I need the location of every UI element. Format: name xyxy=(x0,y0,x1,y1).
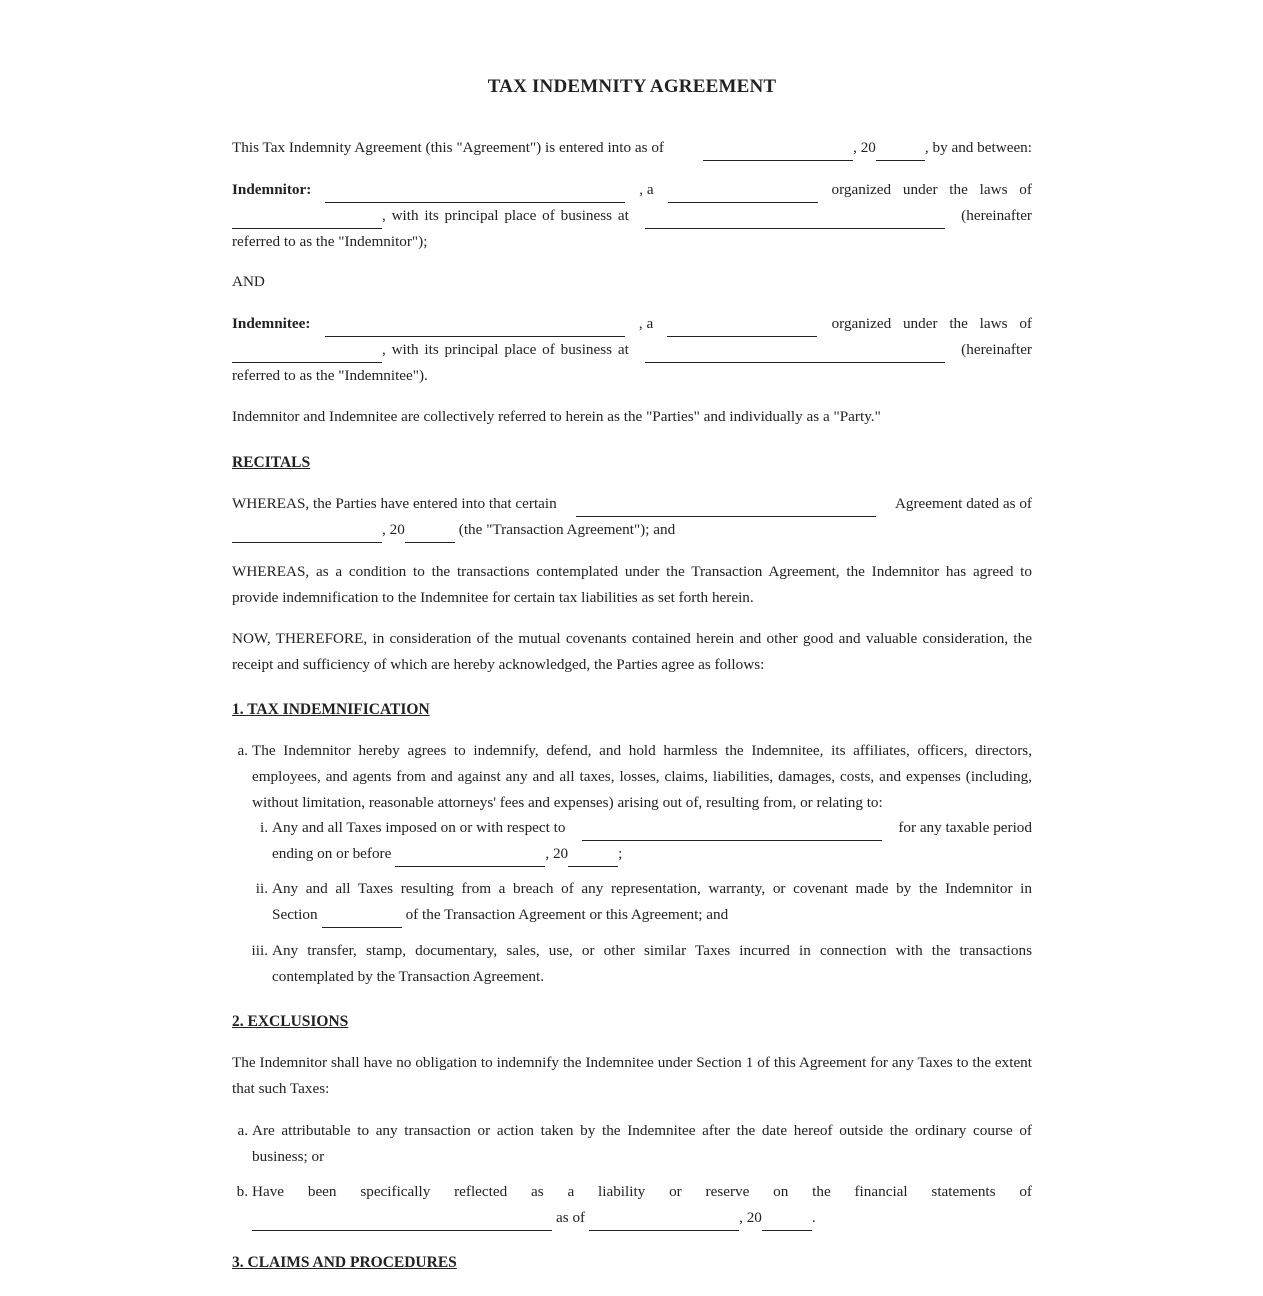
period-end-year-blank[interactable] xyxy=(568,851,618,867)
indemnitee-address-blank[interactable] xyxy=(645,347,945,363)
item-a-text: The Indemnitor hereby agrees to indemnify, defend, and hold harmless the Indemnitee, its affiliates, officers, directors, employees, and agents from and against any and all taxes, losses, claims, liabilities, damages, costs, and expenses (including, without limitation, reasonable attorneys' fees and expenses) arising out of, resulting from, or relating to: xyxy=(252,742,1032,811)
and-text: AND xyxy=(232,273,265,290)
indemnitor-entity-type-blank[interactable] xyxy=(668,187,818,203)
indemnitee-jurisdiction-blank[interactable] xyxy=(232,347,382,363)
transaction-year-blank[interactable] xyxy=(405,527,455,543)
indemnitor-laws-text: organized under the laws of xyxy=(831,181,1032,198)
item-i-year-prefix: , 20 xyxy=(545,844,569,862)
indemnitee-a: , a xyxy=(638,315,654,332)
item-i-semicolon: ; xyxy=(618,844,623,862)
section-1-item-i xyxy=(232,815,1032,867)
exclusion-b-text: Have been specifically reflected as a liability or reserve on the financial statements of xyxy=(252,1183,1032,1200)
year-blank[interactable] xyxy=(876,145,925,161)
indemnitee-laws-text: organized under the laws of xyxy=(831,315,1032,332)
indemnitor-name-blank[interactable] xyxy=(325,187,625,203)
now-therefore: NOW, THEREFORE, in consideration of the mutual covenants contained herein and other good and valuable consideration, the receipt and sufficiency of which are hereby acknowledged, the Parties agree as follows: xyxy=(232,630,1032,673)
indemnitee-place-text: , with its principal place of business at xyxy=(382,340,629,358)
statement-year-blank[interactable] xyxy=(762,1215,812,1231)
section-2-intro: The Indemnitor shall have no obligation to indemnify the Indemnitee under Section 1 of this Agreement for any Taxes to the extent that such Taxes: xyxy=(232,1054,1032,1097)
indemnitor-a: , a xyxy=(639,181,654,198)
indemnitee-hereinafter: (hereinafter xyxy=(961,340,1032,358)
item-a-marker: a. xyxy=(237,742,248,759)
statement-date-blank[interactable] xyxy=(589,1215,739,1231)
item-ii-text: Any and all Taxes resulting from a breach of any representation, warranty, or covenant made by the Indemnitor in xyxy=(272,880,1032,897)
indemnitee-referred-text: referred to as the "Indemnitee"). xyxy=(232,366,428,384)
item-i-text: Any and all Taxes imposed on or with respect to xyxy=(272,819,566,836)
item-iii-marker: iii. xyxy=(251,942,268,959)
whereas-2: WHEREAS, as a condition to the transactions contemplated under the Transaction Agreement, the Indemnitor has agreed to provide indemnification to the Indemnitee for certain tax liabilities as set forth herein. xyxy=(232,563,1032,606)
parties-paragraph: Indemnitor and Indemnitee are collectively referred to herein as the "Parties" and individually as a "Party." xyxy=(232,408,881,425)
section-1-item-a xyxy=(232,738,1032,815)
indemnitee-label: Indemnitee: xyxy=(232,315,311,332)
indemnitee-entity-type-blank[interactable] xyxy=(667,321,817,337)
whereas-1-tail: (the "Transaction Agreement"); and xyxy=(458,520,676,538)
intro-text: This Tax Indemnity Agreement (this "Agreement") is entered into as of xyxy=(232,139,664,156)
item-ii-tail: of the Transaction Agreement or this Agreement; and xyxy=(405,905,729,923)
agreement-name-blank[interactable] xyxy=(576,501,876,517)
indemnitee-name-blank[interactable] xyxy=(325,321,625,337)
item-i-ending: ending on or before xyxy=(272,844,392,862)
whereas-1-text: WHEREAS, the Parties have entered into that certain xyxy=(232,495,557,512)
date-blank[interactable] xyxy=(703,145,853,161)
exclusion-a-text: Are attributable to any transaction or action taken by the Indemnitee after the date hereof outside the ordinary course of business; or xyxy=(252,1122,1032,1165)
indemnitor-label: Indemnitor: xyxy=(232,181,312,198)
recitals-heading: RECITALS xyxy=(232,454,311,471)
whereas-1 xyxy=(232,491,1032,543)
exclusion-a-marker: a. xyxy=(237,1122,248,1139)
exclusion-b-as-of: as of xyxy=(556,1208,586,1226)
section-number-blank[interactable] xyxy=(322,912,402,928)
item-i-marker: i. xyxy=(259,819,268,836)
exclusion-b-year-prefix: , 20 xyxy=(739,1208,762,1226)
section-2-heading: 2. EXCLUSIONS xyxy=(232,1013,349,1030)
tax-subject-blank[interactable] xyxy=(582,825,882,841)
period-end-date-blank[interactable] xyxy=(395,851,545,867)
indemnitor-address-blank[interactable] xyxy=(645,213,945,229)
section-1-item-iii xyxy=(232,938,1032,990)
indemnitor-jurisdiction-blank[interactable] xyxy=(232,213,382,229)
indemnitor-paragraph xyxy=(232,177,1032,254)
exclusion-b-marker: b. xyxy=(236,1183,248,1200)
intro-paragraph xyxy=(232,135,1032,161)
indemnitor-hereinafter: (hereinafter xyxy=(961,206,1032,224)
item-i-period: for any taxable period xyxy=(898,819,1032,836)
whereas-1-year-prefix: , 20 xyxy=(382,520,405,538)
item-ii-marker: ii. xyxy=(255,880,268,897)
section-1-heading: 1. TAX INDEMNIFICATION xyxy=(232,701,430,718)
indemnitor-place-text: , with its principal place of business at xyxy=(382,206,629,224)
section-2-item-b xyxy=(232,1179,1032,1231)
document-title: TAX INDEMNITY AGREEMENT xyxy=(487,76,777,97)
whereas-1-dated: Agreement dated as of xyxy=(894,495,1032,512)
financial-statements-blank[interactable] xyxy=(252,1215,552,1231)
item-ii-section: Section xyxy=(272,905,318,923)
section-2-item-a xyxy=(232,1118,1032,1170)
transaction-date-blank[interactable] xyxy=(232,527,382,543)
section-3-heading: 3. CLAIMS AND PROCEDURES xyxy=(232,1254,457,1271)
exclusion-b-period: . xyxy=(811,1208,816,1226)
section-1-item-ii xyxy=(232,876,1032,928)
item-iii-text: Any transfer, stamp, documentary, sales, use, or other similar Taxes incurred in connection with the transactions contemplated by the Transaction Agreement. xyxy=(272,942,1032,985)
intro-by-and-between: , by and between: xyxy=(924,139,1032,156)
indemnitee-paragraph xyxy=(232,311,1032,388)
intro-year-prefix: , 20 xyxy=(853,139,876,156)
indemnitor-referred-text: referred to as the "Indemnitor"); xyxy=(232,232,428,250)
